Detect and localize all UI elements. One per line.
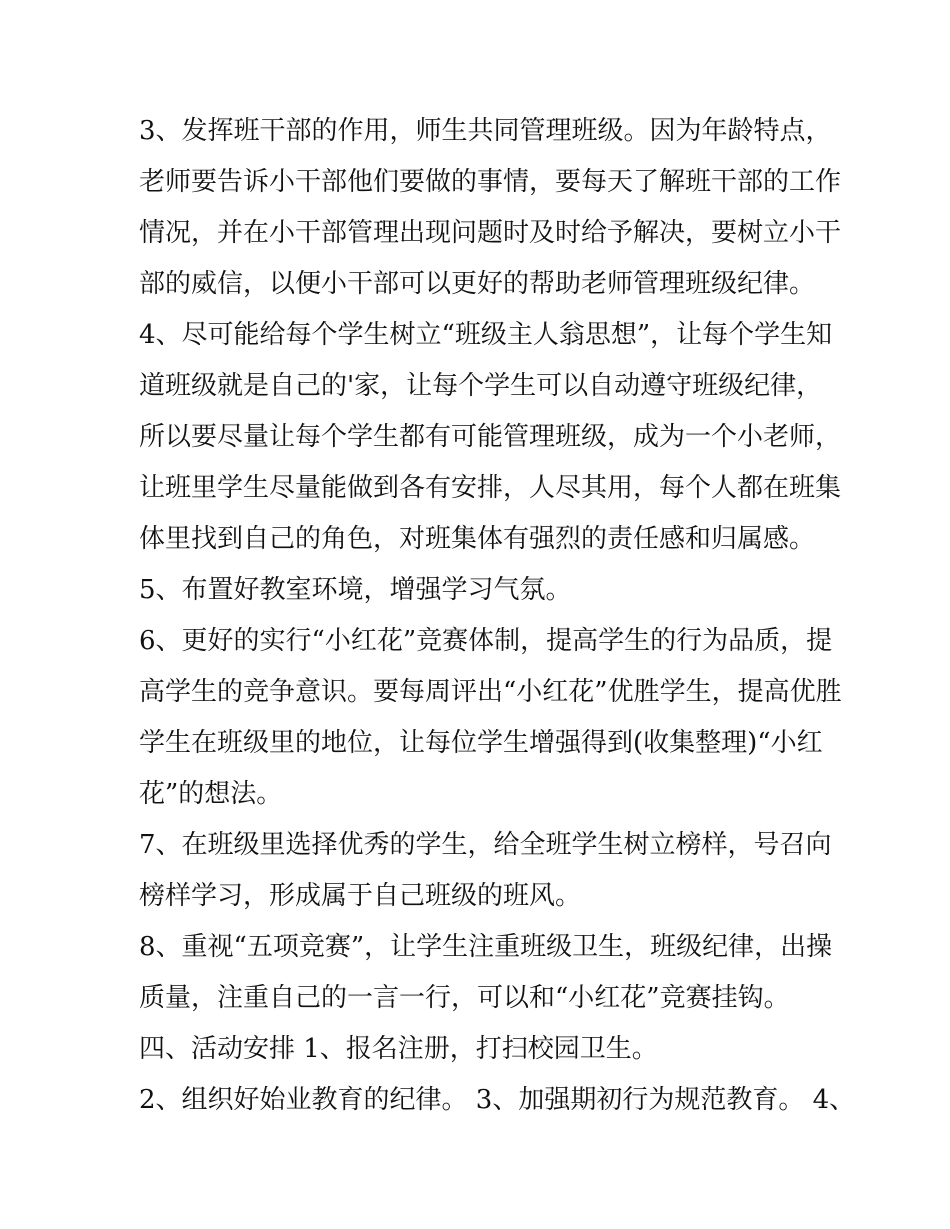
text-line: 体里找到自己的角色，对班集体有强烈的责任感和归属感。 — [139, 524, 816, 554]
text-line: 7、在班级里选择优秀的学生，给全班学生树立榜样，号召向 — [139, 830, 832, 860]
document-body — [139, 106, 856, 1126]
text-line: 5、布置好教室环境，增强学习气氛。 — [139, 575, 572, 605]
text-line: 部的威信，以便小干部可以更好的帮助老师管理班级纪律。 — [139, 269, 816, 299]
text-line: 高学生的竞争意识。要每周评出“小红花”优胜学生，提高优胜 — [139, 677, 842, 707]
text-line: 让班里学生尽量能做到各有安排，人尽其用，每个人都在班集 — [139, 473, 842, 503]
text-line: 4、尽可能给每个学生树立“班级主人翁思想”，让每个学生知 — [139, 320, 833, 350]
text-line: 道班级就是自己的'家，让每个学生可以自动遵守班级纪律， — [139, 371, 823, 401]
text-line: 质量，注重自己的一言一行，可以和“小红花”竞赛挂钩。 — [139, 983, 790, 1013]
text-line: 花”的想法。 — [139, 779, 283, 809]
text-line: 四、活动安排 1、报名注册，打扫校园卫生。 — [139, 1034, 658, 1064]
text-line: 榜样学习，形成属于自己班级的班风。 — [139, 881, 582, 911]
text-line: 学生在班级里的地位，让每位学生增强得到(收集整理)“小红 — [139, 728, 823, 758]
text-line: 2、组织好始业教育的纪律。 3、加强期初行为规范教育。 4、 — [139, 1085, 856, 1115]
text-line: 8、重视“五项竞赛”，让学生注重班级卫生，班级纪律，出操 — [139, 932, 833, 962]
text-line: 老师要告诉小干部他们要做的事情，要每天了解班干部的工作 — [139, 167, 842, 197]
text-line: 所以要尽量让每个学生都有可能管理班级，成为一个小老师， — [139, 422, 842, 452]
text-line: 情况，并在小干部管理出现问题时及时给予解决，要树立小干 — [139, 218, 842, 248]
text-line: 6、更好的实行“小红花”竞赛体制，提高学生的行为品质，提 — [139, 626, 833, 656]
text-line: 3、发挥班干部的作用，师生共同管理班级。因为年龄特点， — [139, 116, 832, 146]
